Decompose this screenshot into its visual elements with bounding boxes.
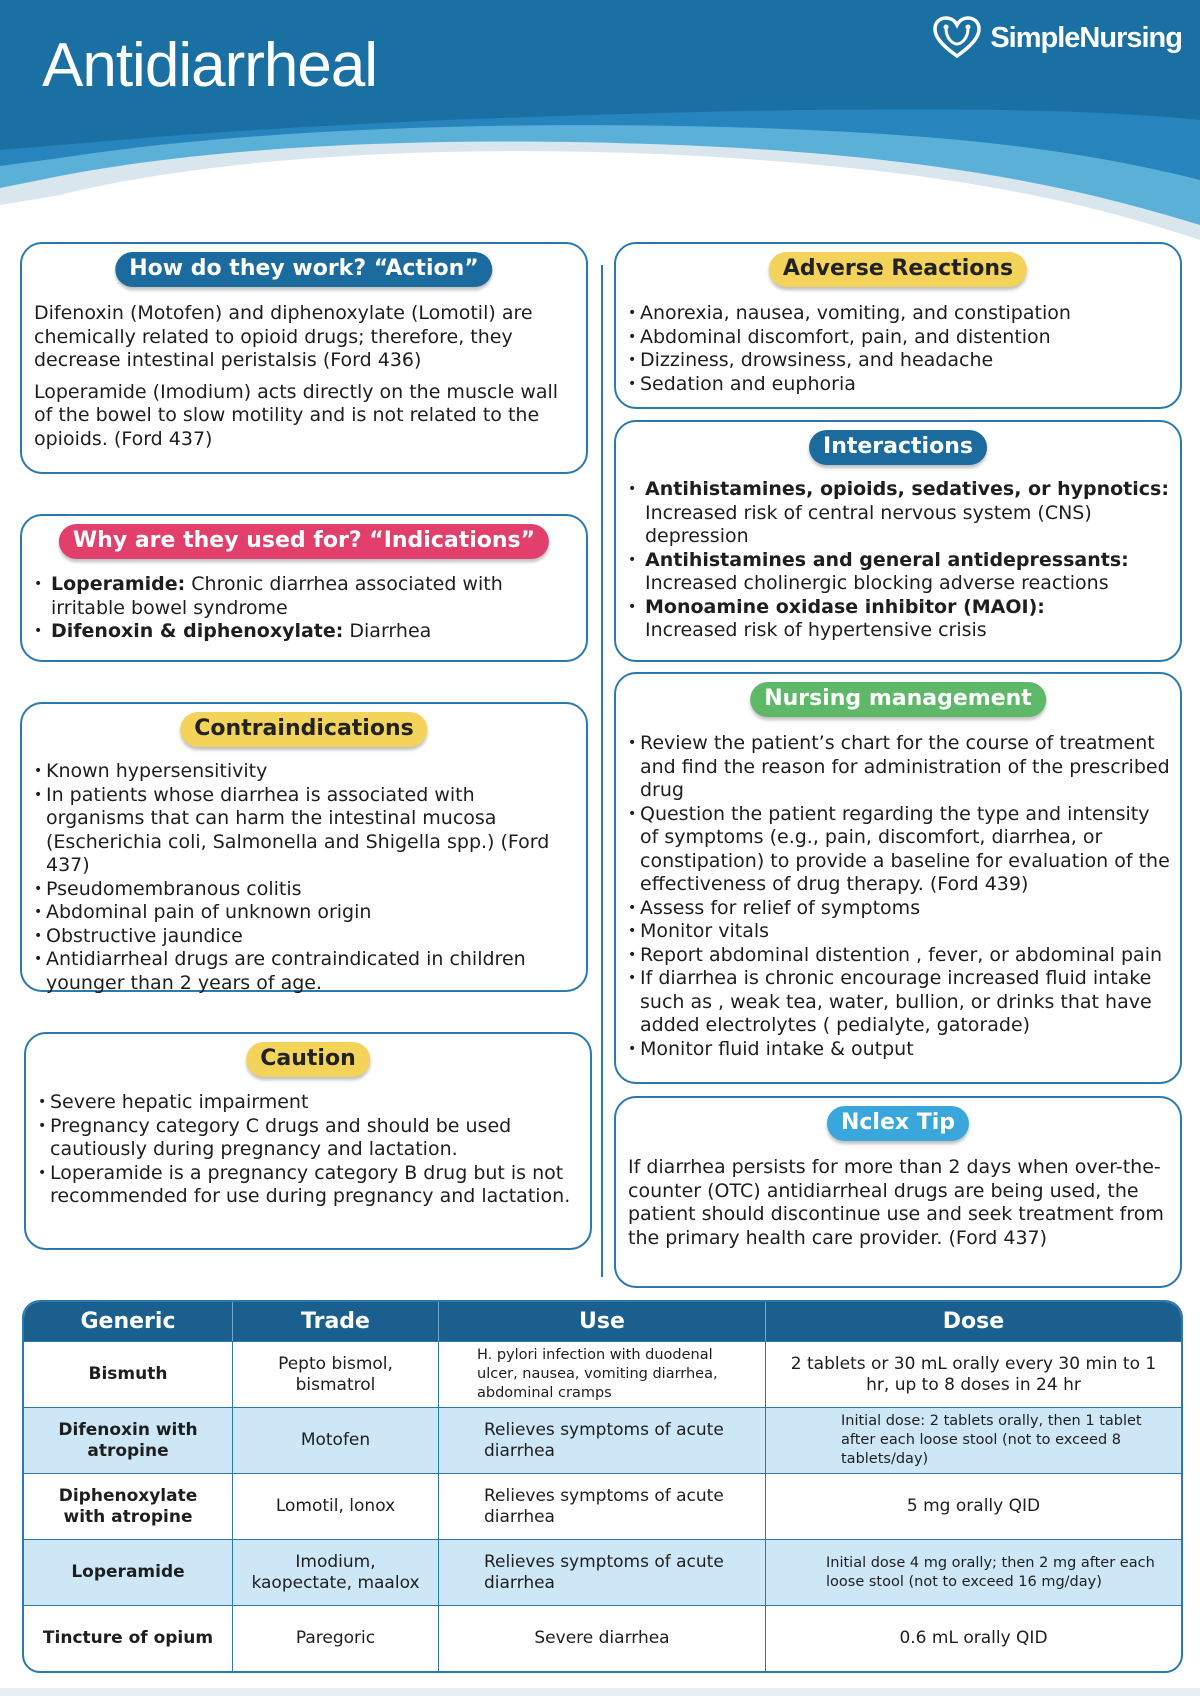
cell-dose: 0.6 mL orally QID <box>765 1605 1181 1671</box>
indications-title: Why are they used for? “Indications” <box>59 524 549 559</box>
indication-term: Difenoxin & diphenoxylate: <box>51 620 344 642</box>
cell-dose: 2 tablets or 30 mL orally every 30 min to 1 hr, up to 8 doses in 24 hr <box>765 1341 1181 1407</box>
action-content <box>34 302 576 459</box>
indication-term: Loperamide: <box>51 573 186 595</box>
indications-content <box>34 573 576 644</box>
cell-trade: Lomotil, lonox <box>232 1473 438 1539</box>
brand-name: SimpleNursing <box>990 21 1182 54</box>
cell-trade: Imodium, kaopectate, maalox <box>232 1539 438 1605</box>
interaction-term: Antihistamines, opioids, sedatives, or hypnotics: <box>645 478 1169 500</box>
table-row <box>24 1407 1181 1473</box>
list-item: • Sedation and euphoria <box>628 373 1170 397</box>
caution-list <box>38 1091 580 1209</box>
list-item: • Antidiarrheal drugs are contraindicated in children younger than 2 years of age. <box>34 948 576 995</box>
adverse-reactions-box <box>614 242 1182 409</box>
stethoscope-heart-icon <box>932 16 982 60</box>
list-item: • If diarrhea is chronic encourage increased fluid intake such as , weak tea, water, bullion, or drinks that have added electrolytes ( pedialyte, gatorade) <box>628 967 1170 1038</box>
interaction-term: Monoamine oxidase inhibitor (MAOI): <box>645 595 1045 618</box>
action-box <box>20 242 588 474</box>
interaction-text: Increased cholinergic blocking adverse reactions <box>645 572 1109 594</box>
cell-generic: Bismuth <box>24 1341 232 1407</box>
action-paragraph: Loperamide (Imodium) acts directly on the muscle wall of the bowel to slow motility and is not related to the opioids. (Ford 437) <box>34 380 559 450</box>
brand-logo <box>932 16 1182 60</box>
cell-trade: Pepto bismol, bismatrol <box>232 1341 438 1407</box>
action-paragraph: Difenoxin (Motofen) and diphenoxylate (Lomotil) are chemically related to opioid drugs; therefore, they decrease intestinal peristalsis (Ford 436) <box>34 302 533 371</box>
cell-use: H. pylori infection with duodenal ulcer, nausea, vomiting diarrhea, abdominal cramps <box>438 1341 765 1407</box>
list-item: • Monitor vitals <box>628 920 1170 944</box>
column-header: Dose <box>765 1302 1181 1341</box>
cell-trade: Motofen <box>232 1407 438 1473</box>
caution-box <box>24 1032 592 1250</box>
list-item: • Monitor fluid intake & output <box>628 1038 1170 1062</box>
interactions-list <box>628 478 1170 643</box>
nclex-tip-text: If diarrhea persists for more than 2 days when over-the-counter (OTC) antidiarrheal drugs are being used, the patient should discontinue use and seek treatment from the primary health care provider. (Ford 437) <box>628 1156 1164 1249</box>
contraindications-box <box>20 702 588 992</box>
cell-dose: Initial dose: 2 tablets orally, then 1 tablet after each loose stool (not to exceed 8 tablets/day) <box>765 1407 1181 1473</box>
cell-use: Relieves symptoms of acute diarrhea <box>438 1473 765 1539</box>
column-header: Generic <box>24 1302 232 1341</box>
cell-trade: Paregoric <box>232 1605 438 1671</box>
list-item: • Pseudomembranous colitis <box>34 878 576 902</box>
interactions-title: Interactions <box>809 430 987 465</box>
nursing-management-box <box>614 672 1182 1084</box>
list-item: • In patients whose diarrhea is associated with organisms that can harm the intestinal mucosa (Escherichia coli, Salmonella and Shigella spp.) (Ford 437) <box>34 784 576 878</box>
interaction-text: Increased risk of central nervous system (CNS) depression <box>645 501 1092 547</box>
table-header-row <box>24 1302 1181 1341</box>
nursing-management-list <box>628 732 1170 1061</box>
nursing-management-content <box>628 732 1170 1061</box>
list-item: • Known hypersensitivity <box>34 760 576 784</box>
list-item: • Assess for relief of symptoms <box>628 897 1170 921</box>
caution-content <box>38 1091 580 1209</box>
cell-generic: Loperamide <box>24 1539 232 1605</box>
list-item: • Report abdominal distention , fever, or abdominal pain <box>628 944 1170 968</box>
cell-generic: Diphenoxylate with atropine <box>24 1473 232 1539</box>
interactions-box <box>614 420 1182 662</box>
list-item <box>628 549 1170 596</box>
nclex-tip-content <box>628 1156 1170 1258</box>
nursing-management-title: Nursing management <box>750 682 1046 717</box>
interactions-content <box>628 478 1170 643</box>
list-item: • Dizziness, drowsiness, and headache <box>628 349 1170 373</box>
cell-use: Relieves symptoms of acute diarrhea <box>438 1407 765 1473</box>
list-item: • Severe hepatic impairment <box>38 1091 580 1115</box>
cell-use: Severe diarrhea <box>438 1605 765 1671</box>
list-item: • Pregnancy category C drugs and should be used cautiously during pregnancy and lactation. <box>38 1115 580 1162</box>
cell-dose: Initial dose 4 mg orally; then 2 mg after each loose stool (not to exceed 16 mg/day) <box>765 1539 1181 1605</box>
contraindications-title: Contraindications <box>180 712 427 747</box>
drug-table <box>22 1300 1183 1673</box>
list-item: • Abdominal discomfort, pain, and distention <box>628 326 1170 350</box>
list-item: • Abdominal pain of unknown origin <box>34 901 576 925</box>
adverse-reactions-content <box>628 302 1170 396</box>
nclex-tip-box <box>614 1096 1182 1288</box>
interaction-term: Antihistamines and general antidepressants: <box>645 548 1129 571</box>
table-row <box>24 1539 1181 1605</box>
caution-title: Caution <box>246 1042 370 1077</box>
column-header: Trade <box>232 1302 438 1341</box>
column-divider <box>601 265 603 1277</box>
indication-text: Diarrhea <box>343 620 432 642</box>
indications-box <box>20 514 588 662</box>
table-row <box>24 1341 1181 1407</box>
contraindications-content <box>34 760 576 995</box>
list-item <box>34 573 576 620</box>
column-header: Use <box>438 1302 765 1341</box>
interaction-text: Increased risk of hypertensive crisis <box>645 619 987 641</box>
list-item: • Question the patient regarding the type and intensity of symptoms (e.g., pain, discomfort, diarrhea, or constipation) to provide a baseline for evaluation of the effectiveness of drug therapy. (Ford 439) <box>628 803 1170 897</box>
adverse-reactions-title: Adverse Reactions <box>769 252 1027 287</box>
action-title: How do they work? “Action” <box>115 252 492 287</box>
list-item: • Review the patient’s chart for the course of treatment and find the reason for administration of the prescribed drug <box>628 732 1170 803</box>
list-item: • Anorexia, nausea, vomiting, and constipation <box>628 302 1170 326</box>
adverse-reactions-list <box>628 302 1170 396</box>
indications-list <box>34 573 576 644</box>
cell-use: Relieves symptoms of acute diarrhea <box>438 1539 765 1605</box>
list-item <box>34 620 576 644</box>
list-item: • Obstructive jaundice <box>34 925 576 949</box>
cell-generic: Difenoxin with atropine <box>24 1407 232 1473</box>
footer-band <box>0 1688 1200 1696</box>
cell-generic: Tincture of opium <box>24 1605 232 1671</box>
table-row <box>24 1605 1181 1671</box>
page-title: Antidiarrheal <box>42 31 378 100</box>
contraindications-list <box>34 760 576 995</box>
indication-text: Chronic diarrhea associated with irritable bowel syndrome <box>51 573 503 619</box>
list-item <box>628 596 1170 643</box>
table-row <box>24 1473 1181 1539</box>
nclex-tip-title: Nclex Tip <box>827 1106 969 1141</box>
list-item: • Loperamide is a pregnancy category B drug but is not recommended for use during pregnancy and lactation. <box>38 1162 580 1209</box>
list-item <box>628 478 1170 549</box>
cell-dose: 5 mg orally QID <box>765 1473 1181 1539</box>
